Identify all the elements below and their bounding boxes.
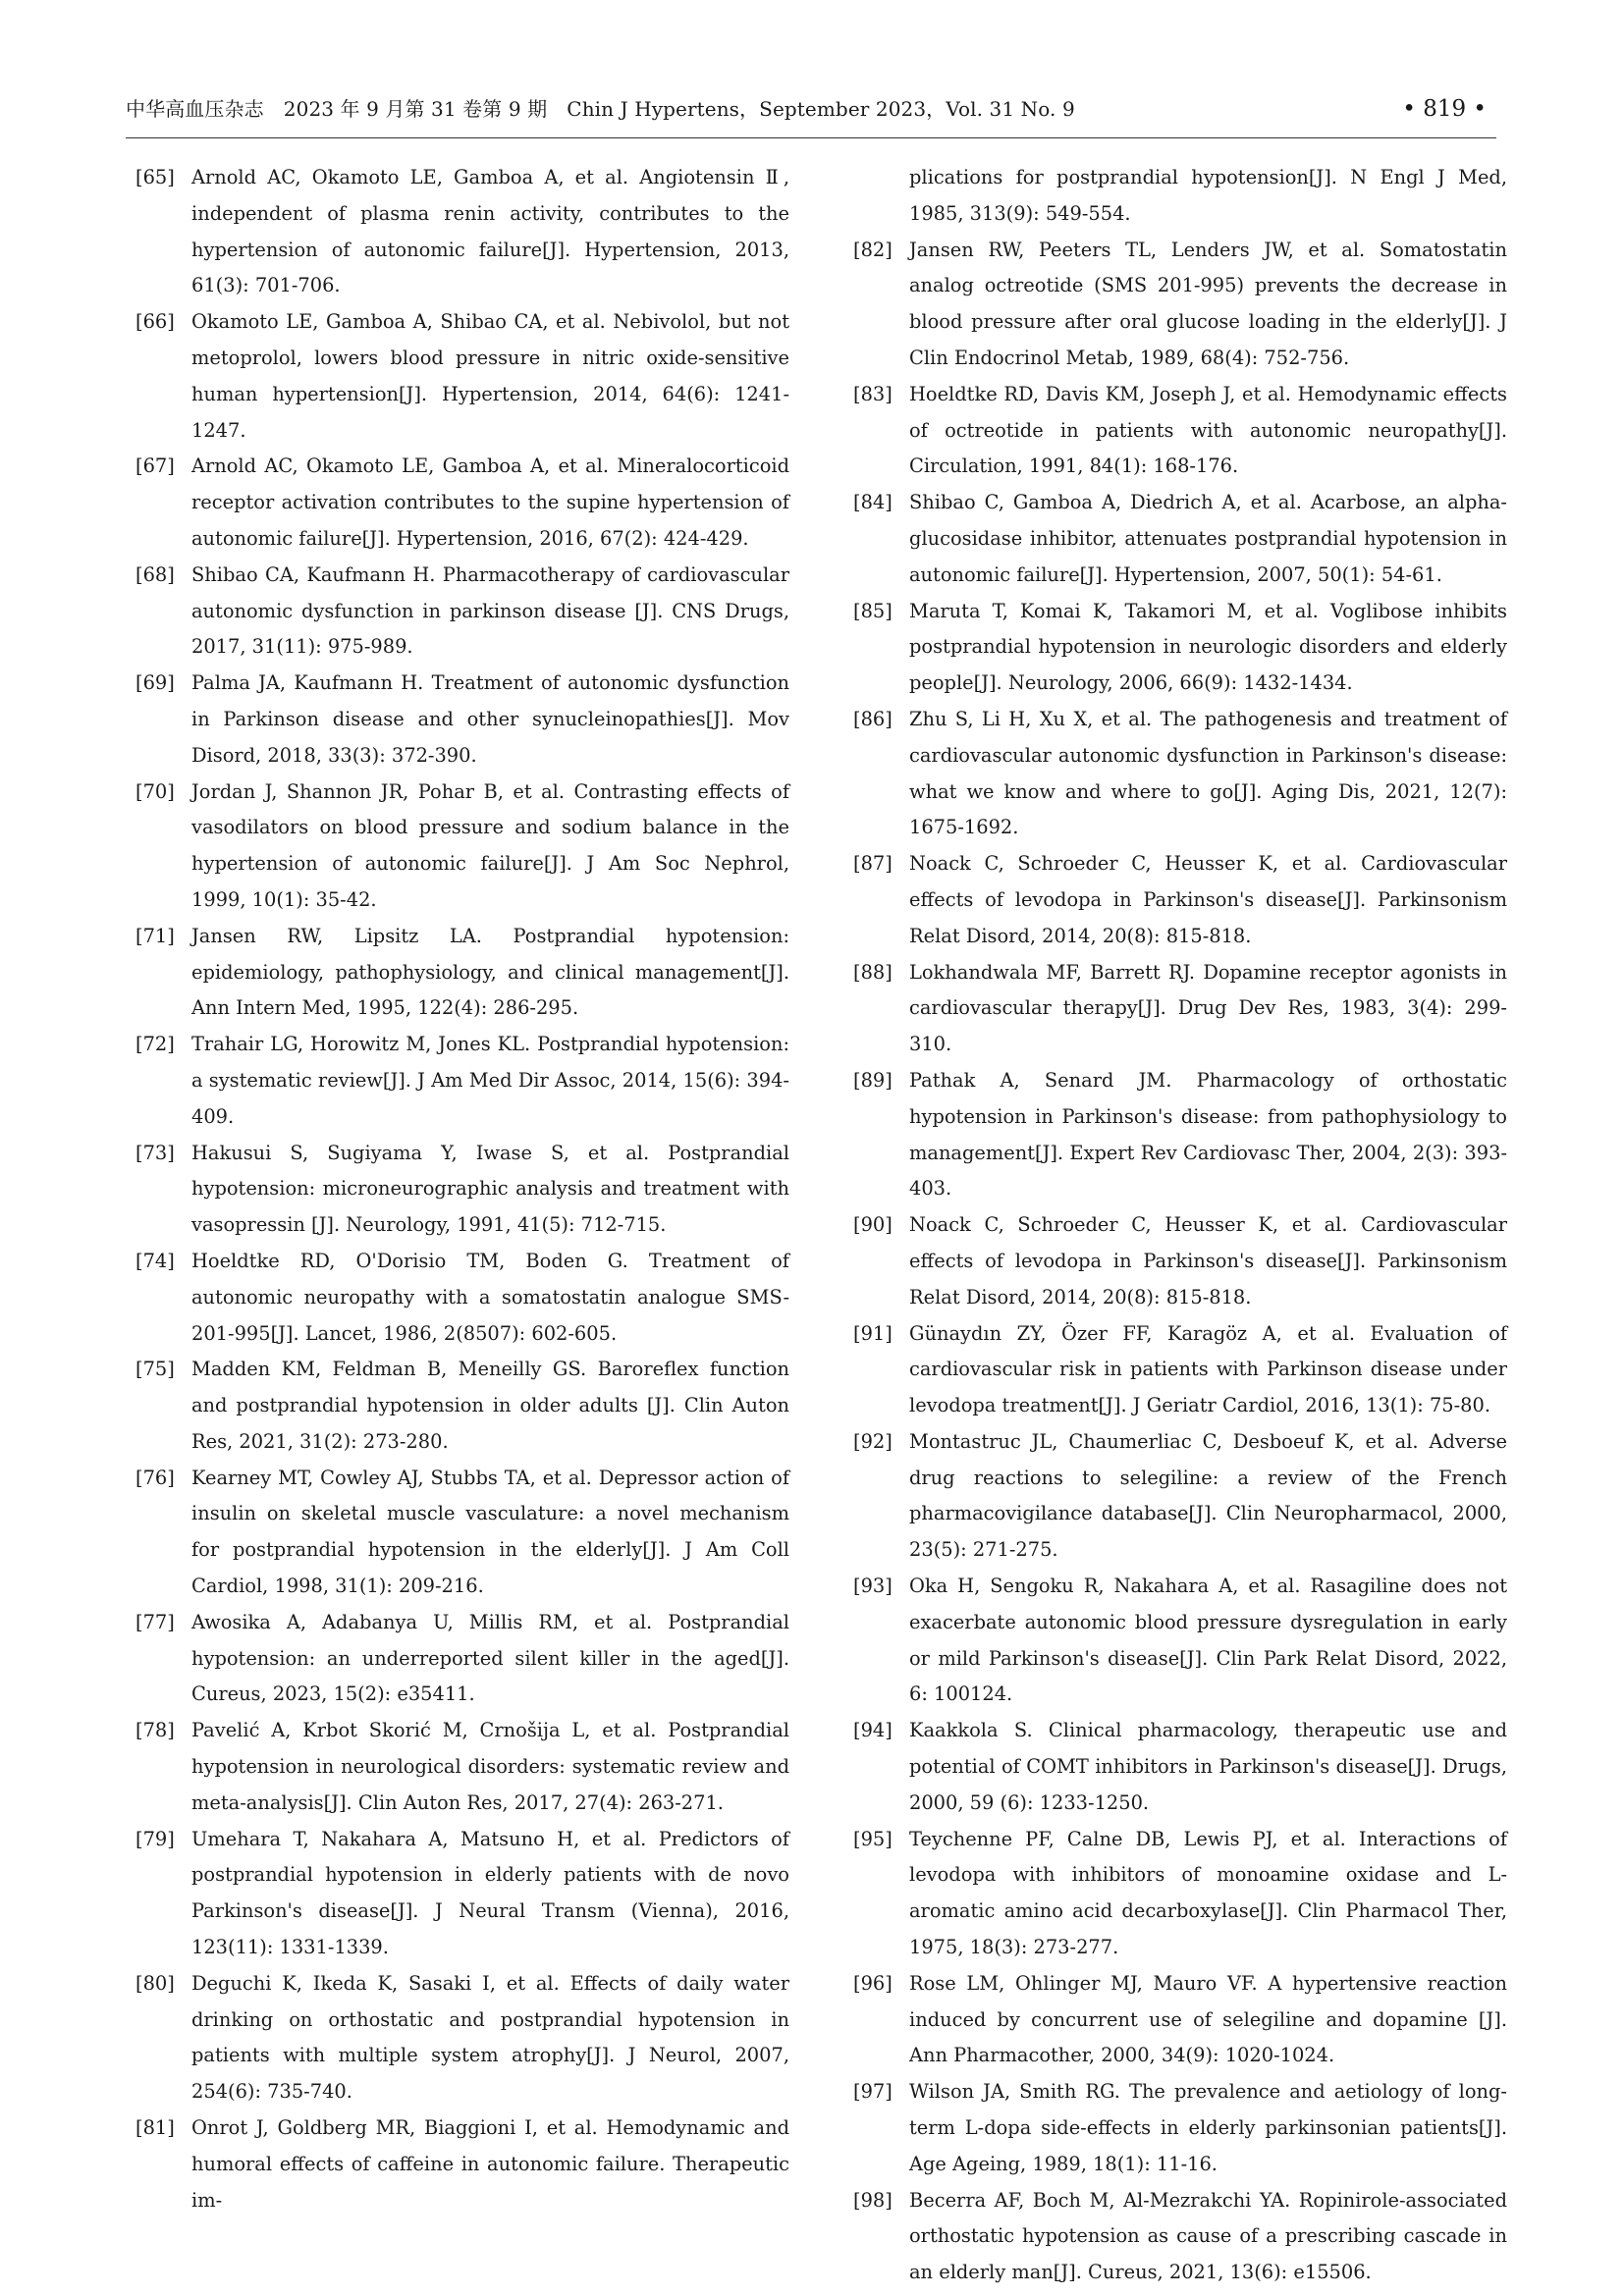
reference-item — [135, 449, 789, 557]
reference-number: [77] — [135, 1610, 175, 1633]
reference-column-right — [853, 160, 1507, 2291]
reference-number: [70] — [135, 779, 175, 803]
reference-number: [65] — [135, 166, 175, 188]
reference-item — [853, 2183, 1507, 2291]
reference-item — [135, 774, 789, 919]
page-number: • 819 • — [1402, 96, 1487, 122]
reference-text: Maruta T, Komai K, Takamori M, et al. Voglibose inhibits postprandial hypotension in neurologic disorders and elderly people[J]. Neurology, 2006, 66(9): 1432-1434. — [909, 599, 1507, 695]
reference-text: Lokhandwala MF, Barrett RJ. Dopamine receptor agonists in cardiovascular therapy[J]. Drug Dev Res, 1983, 3(4): 299-310. — [909, 960, 1507, 1056]
reference-number: [96] — [853, 1971, 893, 1995]
reference-item — [853, 2074, 1507, 2182]
reference-item — [135, 160, 789, 304]
reference-number: [68] — [135, 562, 175, 586]
reference-number: [85] — [853, 599, 893, 622]
reference-item — [853, 594, 1507, 702]
reference-text: Noack C, Schroeder C, Heusser K, et al. Cardiovascular effects of levodopa in Parkinson's disease[J]. Parkinsonism Relat Disord, 2014, 20(8): 815-818. — [909, 852, 1507, 947]
reference-text: Kaakkola S. Clinical pharmacology, therapeutic use and potential of COMT inhibitors in Parkinson's disease[J]. Drugs, 2000, 59 (6): 1233-1250. — [909, 1719, 1507, 1814]
reference-item — [135, 1027, 789, 1135]
reference-number: [76] — [135, 1466, 175, 1489]
reference-number: [84] — [853, 491, 893, 514]
reference-text: Wilson JA, Smith RG. The prevalence and aetiology of long-term L-dopa side-effects in elderly parkinsonian patients[J]. Age Ageing, 1989, 18(1): 11-16. — [909, 2080, 1507, 2175]
reference-number: [69] — [135, 671, 175, 695]
reference-number: [97] — [853, 2080, 893, 2104]
reference-text: Shibao CA, Kaufmann H. Pharmacotherapy of cardiovascular autonomic dysfunction in parkinson disease [J]. CNS Drugs, 2017, 31(11): 975-989. — [191, 562, 789, 659]
reference-text: Trahair LG, Horowitz M, Jones KL. Postprandial hypotension: a systematic review[J]. J Am Med Dir Assoc, 2014, 15(6): 394-409. — [191, 1033, 789, 1128]
reference-number: [74] — [135, 1249, 175, 1272]
reference-item — [853, 846, 1507, 954]
reference-text: Onrot J, Goldberg MR, Biaggioni I, et al. Hemodynamic and humoral effects of caffeine in autonomic failure. Therapeutic im- — [191, 2116, 789, 2212]
reference-number: [92] — [853, 1429, 893, 1453]
reference-number: [86] — [853, 707, 893, 730]
reference-column-left — [135, 160, 789, 2218]
reference-number: [83] — [853, 382, 893, 405]
reference-item — [853, 485, 1507, 593]
reference-text: Jordan J, Shannon JR, Pohar B, et al. Contrasting effects of vasodilators on blood pressure and sodium balance in the hypertension of autonomic failure[J]. J Am Soc Nephrol, 1999, 10(1): 35-42. — [191, 779, 789, 911]
reference-number: [98] — [853, 2188, 893, 2212]
reference-text: Jansen RW, Lipsitz LA. Postprandial hypotension: epidemiology, pathophysiology, and clinical management[J]. Ann Intern Med, 1995, 122(4): 286-295. — [191, 924, 789, 1020]
reference-number: [81] — [135, 2116, 175, 2140]
reference-text: Awosika A, Adabanya U, Millis RM, et al. Postprandial hypotension: an underreported silent killer in the aged[J]. Cureus, 2023, 15(2): e35411. — [191, 1610, 789, 1706]
reference-number: [72] — [135, 1033, 175, 1056]
reference-number: [95] — [853, 1827, 893, 1850]
reference-text: Montastruc JL, Chaumerliac C, Desboeuf K, et al. Adverse drug reactions to selegiline: a review of the French pharmacovigilance database[J]. Clin Neuropharmacol, 2000, 23(5): 271-275. — [909, 1429, 1507, 1562]
reference-number: [80] — [135, 1971, 175, 1995]
reference-item — [135, 1966, 789, 2110]
reference-number: [66] — [135, 310, 175, 334]
reference-item — [853, 160, 1507, 233]
reference-number: [67] — [135, 454, 175, 478]
reference-number: [88] — [853, 960, 893, 984]
reference-item — [135, 1605, 789, 1713]
reference-text: Palma JA, Kaufmann H. Treatment of autonomic dysfunction in Parkinson disease and other synucleinopathies[J]. Mov Disord, 2018, 33(3): 372-390. — [191, 671, 789, 767]
reference-text: plications for postprandial hypotension[J]. N Engl J Med, 1985, 313(9): 549-554. — [909, 166, 1507, 225]
reference-text: Hakusui S, Sugiyama Y, Iwase S, et al. Postprandial hypotension: microneurographic analysis and treatment with vasopressin [J]. Neurology, 1991, 41(5): 712-715. — [191, 1141, 789, 1237]
reference-number: [71] — [135, 924, 175, 947]
reference-text: Rose LM, Ohlinger MJ, Mauro VF. A hypertensive reaction induced by concurrent use of selegiline and dopamine [J]. Ann Pharmacother, 2000, 34(9): 1020-1024. — [909, 1971, 1507, 2067]
reference-item — [135, 1822, 789, 1966]
reference-text: Madden KM, Feldman B, Meneilly GS. Baroreflex function and postprandial hypotension in older adults [J]. Clin Auton Res, 2021, 31(2): 273-280. — [191, 1358, 789, 1453]
reference-number: [94] — [853, 1719, 893, 1742]
reference-item — [853, 955, 1507, 1063]
reference-item — [853, 702, 1507, 846]
journal-info: 中华高血压杂志 2023 年 9 月第 31 卷第 9 期 Chin J Hypertens，September 2023，Vol. 31 No. 9 — [126, 97, 1075, 121]
reference-text: Hoeldtke RD, Davis KM, Joseph J, et al. Hemodynamic effects of octreotide in patients with autonomic neuropathy[J]. Circulation, 1991, 84(1): 168-176. — [909, 382, 1507, 478]
reference-number: [90] — [853, 1213, 893, 1237]
reference-text: Arnold AC, Okamoto LE, Gamboa A, et al. Mineralocorticoid receptor activation contributes to the supine hypertension of autonomic failure[J]. Hypertension, 2016, 67(2): 424-429. — [191, 454, 789, 550]
reference-item — [135, 1713, 789, 1821]
reference-text: Deguchi K, Ikeda K, Sasaki I, et al. Effects of daily water drinking on orthostatic and postprandial hypotension in patients with multiple system atrophy[J]. J Neurol, 2007, 254(6): 735-740. — [191, 1971, 789, 2104]
reference-text: Arnold AC, Okamoto LE, Gamboa A, et al. Angiotensin Ⅱ, independent of plasma renin activity, contributes to the hypertension of autonomic failure[J]. Hypertension, 2013, 61(3): 701-706. — [191, 166, 789, 297]
reference-number: [78] — [135, 1719, 175, 1742]
reference-text: Pavelić A, Krbot Skorić M, Crnošija L, et al. Postprandial hypotension in neurological disorders: systematic review and meta-analysis[J]. Clin Auton Res, 2017, 27(4): 263-271. — [191, 1719, 789, 1814]
reference-text: Günaydın ZY, Özer FF, Karagöz A, et al. Evaluation of cardiovascular risk in patients with Parkinson disease under levodopa treatment[J]. J Geriatr Cardiol, 2016, 13(1): 75-80. — [909, 1321, 1507, 1417]
reference-number: [89] — [853, 1068, 893, 1092]
reference-number: [93] — [853, 1575, 893, 1598]
reference-number: [73] — [135, 1141, 175, 1164]
reference-number: [82] — [853, 238, 893, 261]
reference-number: [79] — [135, 1827, 175, 1850]
reference-number: [87] — [853, 852, 893, 876]
reference-text: Hoeldtke RD, O'Dorisio TM, Boden G. Treatment of autonomic neuropathy with a somatostatin analogue SMS-201-995[J]. Lancet, 1986, 2(8507): 602-605. — [191, 1249, 789, 1345]
reference-text: Okamoto LE, Gamboa A, Shibao CA, et al. Nebivolol, but not metoprolol, lowers blood pressure in nitric oxide-sensitive human hypertension[J]. Hypertension, 2014, 64(6): 1241-1247. — [191, 310, 789, 442]
reference-item — [135, 558, 789, 666]
reference-item — [135, 1244, 789, 1352]
reference-number: [91] — [853, 1321, 893, 1345]
reference-text: Shibao C, Gamboa A, Diedrich A, et al. Acarbose, an alpha-glucosidase inhibitor, attenuates postprandial hypotension in autonomic failure[J]. Hypertension, 2007, 50(1): 54-61. — [909, 491, 1507, 586]
reference-item — [853, 1822, 1507, 1966]
reference-text: Kearney MT, Cowley AJ, Stubbs TA, et al. Depressor action of insulin on skeletal muscle vasculature: a novel mechanism for postprandial hypotension in the elderly[J]. J Am Coll Cardiol, 1998, 31(1): 209-216. — [191, 1466, 789, 1598]
reference-item — [135, 919, 789, 1027]
reference-text: Teychenne PF, Calne DB, Lewis PJ, et al. Interactions of levodopa with inhibitors of monoamine oxidase and L-aromatic amino acid decarboxylase[J]. Clin Pharmacol Ther, 1975, 18(3): 273-277. — [909, 1827, 1507, 1959]
reference-item — [853, 1063, 1507, 1207]
reference-item — [853, 233, 1507, 377]
reference-item — [135, 304, 789, 449]
reference-item — [853, 1207, 1507, 1315]
reference-text: Jansen RW, Peeters TL, Lenders JW, et al. Somatostatin analog octreotide (SMS 201-995) prevents the decrease in blood pressure after oral glucose loading in the elderly[J]. J Clin Endocrinol Metab, 1989, 68(4): 752-756. — [909, 238, 1507, 369]
reference-item — [135, 1352, 789, 1460]
reference-item — [135, 1136, 789, 1244]
reference-item — [853, 1713, 1507, 1821]
reference-text: Umehara T, Nakahara A, Matsuno H, et al. Predictors of postprandial hypotension in elderly patients with de novo Parkinson's disease[J]. J Neural Transm (Vienna), 2016, 123(11): 1331-1339. — [191, 1827, 789, 1959]
reference-text: Zhu S, Li H, Xu X, et al. The pathogenesis and treatment of cardiovascular autonomic dysfunction in Parkinson's disease: what we know and where to go[J]. Aging Dis, 2021, 12(7): 1675-1692. — [909, 707, 1507, 839]
reference-text: Noack C, Schroeder C, Heusser K, et al. Cardiovascular effects of levodopa in Parkinson's disease[J]. Parkinsonism Relat Disord, 2014, 20(8): 815-818. — [909, 1213, 1507, 1308]
reference-number: [75] — [135, 1358, 175, 1381]
reference-item — [853, 1966, 1507, 2074]
reference-text: Pathak A, Senard JM. Pharmacology of orthostatic hypotension in Parkinson's disease: from pathophysiology to management[J]. Expert Rev Cardiovasc Ther, 2004, 2(3): 393-403. — [909, 1068, 1507, 1201]
reference-item — [853, 1424, 1507, 1569]
reference-item — [135, 666, 789, 774]
reference-item — [853, 1316, 1507, 1424]
reference-text: Becerra AF, Boch M, Al-Mezrakchi YA. Ropinirole-associated orthostatic hypotension as cause of a prescribing cascade in an elderly man[J]. Cureus, 2021, 13(6): e15506. — [909, 2188, 1507, 2284]
reference-item — [853, 377, 1507, 485]
reference-text: Oka H, Sengoku R, Nakahara A, et al. Rasagiline does not exacerbate autonomic blood pressure dysregulation in early or mild Parkinson's disease[J]. Clin Park Relat Disord, 2022, 6: 100124. — [909, 1575, 1507, 1706]
reference-item — [135, 2110, 789, 2218]
running-header — [126, 92, 1496, 138]
reference-item — [853, 1569, 1507, 1713]
reference-item — [135, 1461, 789, 1605]
